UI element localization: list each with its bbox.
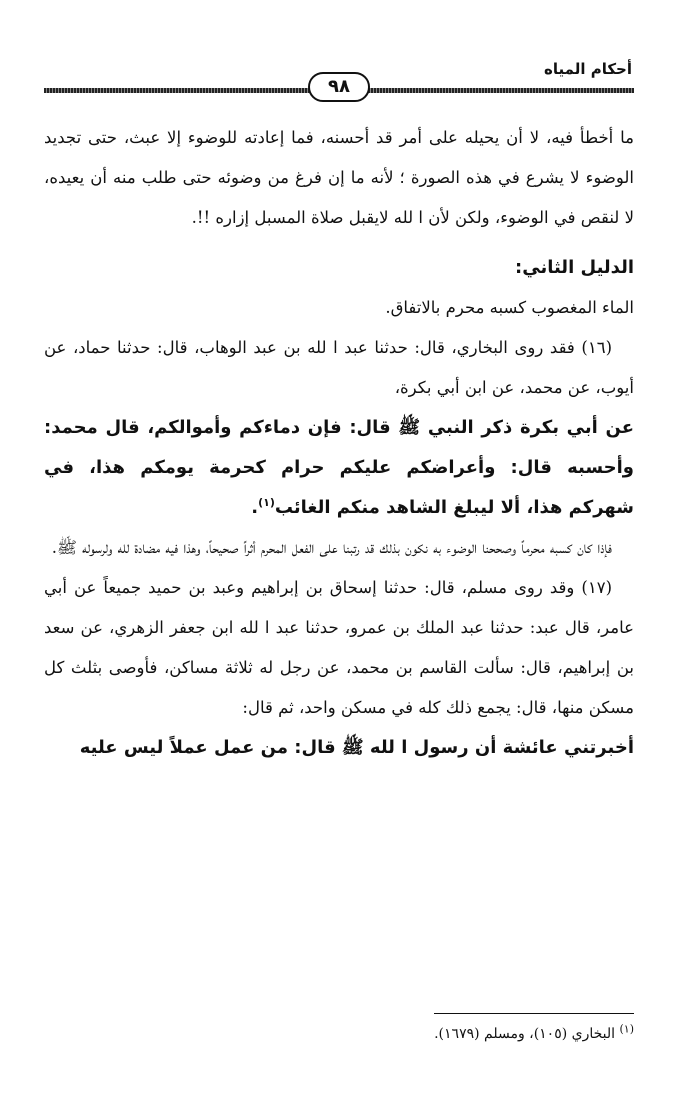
- page-body: [44, 118, 634, 768]
- hadith-chain: (١٦) فقد روى البخاري، قال: حدثنا عبد ا لله بن عبد الوهاب، قال: حدثنا حماد، عن أيوب، عن محمد، عن ابن أبي بكرة،: [44, 338, 634, 397]
- hadith-text: أخبرتني عائشة أن رسول ا لله ﷺ قال: من عمل عملاً ليس عليه: [79, 737, 634, 758]
- hadith-chain: (١٧) وقد روى مسلم، قال: حدثنا إسحاق بن إبراهيم وعبد بن حميد جميعاً عن أبي عامر، قال عبد: حدثنا عبد الملك بن عمرو، حدثنا عبد ا لله ابن جعفر الزهري، عن سعد بن إبراهيم، قال: سألت القاسم بن محمد، عن رجل له ثلاثة مساكن، فأوصى بثلث كل مسكن منها، قال: يجمع ذلك كله في مسكن واحد، ثم قال:: [44, 578, 634, 717]
- footnote: [64, 1022, 634, 1046]
- footnote-marker: (١): [619, 1022, 634, 1036]
- hadith-text: [44, 408, 634, 528]
- page-header: [44, 58, 634, 108]
- running-title: أحكام المياه: [544, 60, 632, 78]
- paragraph: الماء المغصوب كسبه محرم بالاتفاق.: [385, 298, 634, 317]
- hadith-body: عن أبي بكرة ذكر النبي ﷺ قال: فإن دماءكم وأموالكم، قال محمد: وأحسبه قال: وأعراضكم عليكم حرام كحرمة يومكم هذا، في شهركم هذا، ألا ليبلغ الشاهد منكم الغائب: [44, 417, 634, 518]
- footnote-ref[interactable]: (١): [258, 496, 275, 509]
- footnote-text: البخاري (١٠٥)، ومسلم (١٦٧٩).: [434, 1026, 620, 1042]
- footnote-separator: [434, 1013, 634, 1014]
- paragraph: فإذا كان كسبه محرماً وصححنا الوضوء به نكون بذلك قد رتبنا على الفعل المحرم أثراً صحيحاً، وهذا فيه مضادة لله ولرسوله ﷺ.: [51, 538, 612, 557]
- paragraph: ما أخطأ فيه، لا أن يحيله على أمر قد أحسنه، فما إعادته للوضوء إلا عبث، حتى تجديد الوضوء لا يشرع في هذه الصورة ؛ لأنه ما إن فرغ من وضوئه حتى طلب منه أن يعيده، لا لنقص في الوضوء، ولكن لأن ا لله لايقبل صلاة المسبل إزاره !!.: [44, 128, 634, 227]
- hadith-end: .: [251, 497, 259, 518]
- section-heading: الدليل الثاني:: [515, 257, 634, 278]
- page-number: ٩٨: [308, 72, 370, 102]
